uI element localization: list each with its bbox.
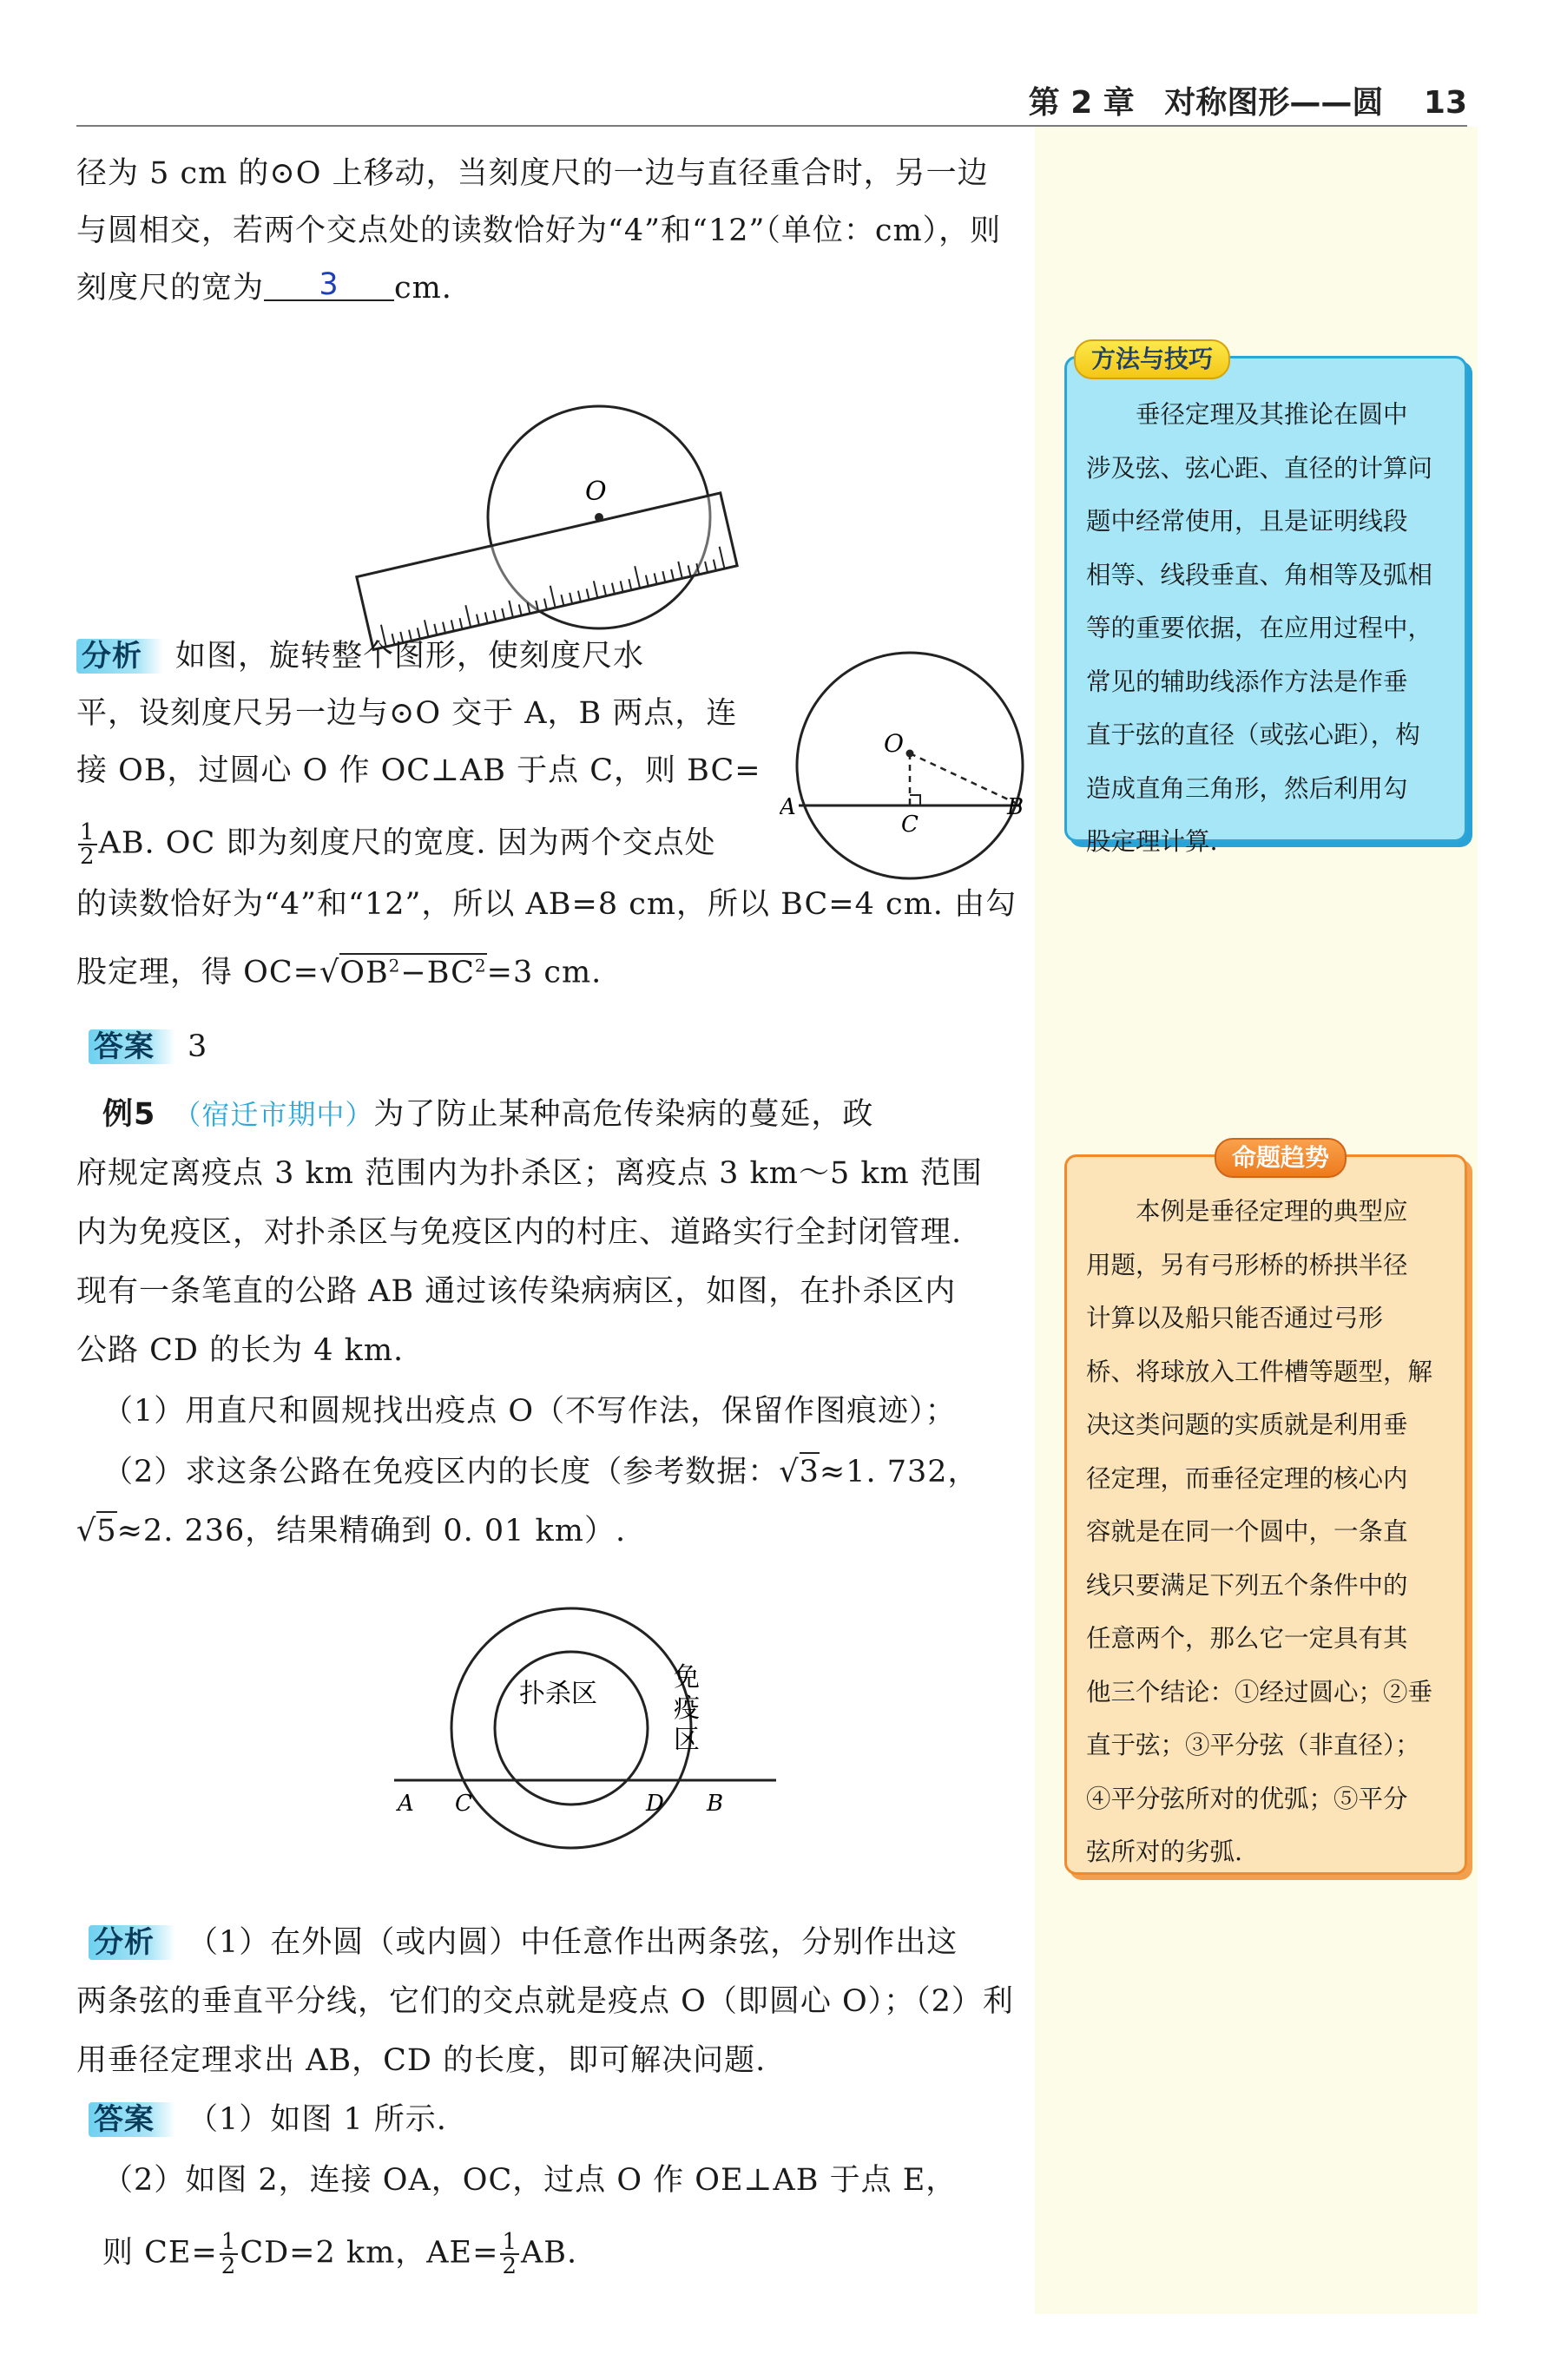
box-line: 直于弦；③平分弦（非直径）； xyxy=(1086,1731,1420,1759)
analysis2-line-1: 分析 （1）在外圆（或内圆）中任意作出两条弦，分别作出这 xyxy=(76,1925,958,1960)
svg-text:B: B xyxy=(707,1791,724,1817)
box-line: 线只要满足下列五个条件中的 xyxy=(1086,1570,1408,1600)
trend-box-body xyxy=(1086,1185,1451,1879)
method-box xyxy=(1064,345,1467,856)
example5-line-1: 例5 （宿迁市期中）为了防止某种高危传染病的蔓延，政 xyxy=(102,1097,874,1132)
trend-box-title: 命题趋势 xyxy=(1215,1138,1347,1178)
page-number: 13 xyxy=(1423,85,1467,121)
method-box-body xyxy=(1086,388,1451,869)
figure-concentric-circles xyxy=(380,1602,797,1889)
example5-question-1: （1）用直尺和圆规找出疫点 O（不写作法，保留作图痕迹）； xyxy=(102,1394,957,1429)
problem-line-1: 径为 5 cm 的⊙O 上移动，当刻度尺的一边与直径重合时，另一边 xyxy=(76,156,989,191)
example-source: （宿迁市期中） xyxy=(187,1098,374,1131)
box-line: 弦所对的劣弧. xyxy=(1086,1838,1243,1866)
box-line: 相等、线段垂直、角相等及弧相 xyxy=(1086,560,1433,589)
analysis1-line-1: 分析 如图，旋转整个图形，使刻度尺水 xyxy=(76,639,644,674)
box-line: 桥、将球放入工件槽等题型，解 xyxy=(1086,1357,1433,1386)
box-line: 决这类问题的实质就是利用垂 xyxy=(1086,1410,1408,1439)
fig2-right-angle xyxy=(910,795,920,805)
fig1-ruler xyxy=(357,493,737,650)
answer2-line-2: （2）如图 2，连接 OA，OC，过点 O 作 OE⊥AB 于点 E， xyxy=(102,2163,958,2198)
page-header xyxy=(76,73,1467,127)
analysis1-line-6: 股定理，得 $OC=√OB^2-BC^2=3$ cm. xyxy=(76,948,602,990)
problem-line-2: 与圆相交，若两个交点处的读数恰好为“4”和“12”（单位：cm），则 xyxy=(76,214,1002,248)
svg-text:A: A xyxy=(398,1791,414,1817)
svg-text:区: 区 xyxy=(674,1725,700,1755)
box-line: 垂径定理及其推论在圆中 xyxy=(1086,400,1408,429)
box-line: 容就是在同一个圆中，一条直 xyxy=(1086,1517,1408,1546)
example5-question-2b: √5≈2. 236，结果精确到 0. 01 km）. xyxy=(76,1514,626,1548)
box-line: 股定理计算. xyxy=(1086,827,1218,856)
fig2-ob-dashed xyxy=(910,753,1021,805)
box-line: 他三个结论：①经过圆心；②垂 xyxy=(1086,1677,1433,1706)
svg-text:C: C xyxy=(901,812,919,838)
example5-line-4: 现有一条笔直的公路 AB 通过该传染病病区，如图，在扑杀区内 xyxy=(76,1274,957,1309)
fig1-center-dot xyxy=(595,513,603,522)
header-text xyxy=(1029,78,1467,122)
svg-text:免: 免 xyxy=(674,1662,700,1693)
box-line: 常见的辅助线添作方法是作垂 xyxy=(1086,667,1408,696)
box-line: 等的重要依据，在应用过程中， xyxy=(1086,614,1433,642)
answer2-line-1: 答案 （1）如图 1 所示. xyxy=(76,2102,447,2137)
answer1-line: 答案 3 xyxy=(76,1029,207,1064)
analysis1-line-2: 平，设刻度尺另一边与⊙O 交于 A，B 两点，连 xyxy=(76,696,738,731)
chapter-title: 对称图形——圆 xyxy=(1164,85,1384,121)
example5-line-3: 内为免疫区，对扑杀区与免疫区内的村庄、道路实行全封闭管理. xyxy=(76,1215,963,1250)
answer-blank: 3 xyxy=(264,270,394,301)
analysis1-line-3: 接 OB，过圆心 O 作 OC⊥AB 于点 C，则 BC= xyxy=(76,753,761,788)
box-line: 题中经常使用，且是证明线段 xyxy=(1086,507,1408,536)
answer-tag-2: 答案 xyxy=(89,2102,175,2137)
box-line: 直于弦的直径（或弦心距），构 xyxy=(1086,720,1420,749)
svg-text:B: B xyxy=(1007,794,1024,820)
problem-line-3: 刻度尺的宽为 3 cm. xyxy=(76,267,452,306)
svg-text:A: A xyxy=(780,794,796,820)
svg-text:疫: 疫 xyxy=(674,1693,700,1724)
fig1-label-o: O xyxy=(585,477,607,507)
box-line: 用题，另有弓形桥的桥拱半径 xyxy=(1086,1250,1408,1279)
answer-tag: 答案 xyxy=(89,1029,175,1064)
box-line: ④平分弦所对的优弧；⑤平分 xyxy=(1086,1784,1408,1813)
example5-line-5: 公路 CD 的长为 4 km. xyxy=(76,1333,405,1368)
chapter-number: 第 2 章 xyxy=(1028,85,1135,121)
box-line: 径定理，而垂径定理的核心内 xyxy=(1086,1463,1408,1493)
method-box-title: 方法与技巧 xyxy=(1074,339,1230,379)
analysis-tag-2: 分析 xyxy=(89,1925,175,1960)
example5-question-2: （2）求这条公路在免疫区内的长度（参考数据：√3≈1. 732， xyxy=(102,1455,979,1489)
box-line: 任意两个，那么它一定具有其 xyxy=(1086,1624,1408,1653)
analysis-tag: 分析 xyxy=(76,639,163,674)
box-line: 涉及弦、弦心距、直径的计算问 xyxy=(1086,453,1433,483)
analysis2-line-3: 用垂径定理求出 AB，CD 的长度，即可解决问题. xyxy=(76,2043,767,2078)
box-line: 造成直角三角形，然后利用勾 xyxy=(1086,773,1408,803)
box-line: 计算以及船只能否通过弓形 xyxy=(1086,1304,1384,1332)
example5-line-2: 府规定离疫点 3 km 范围内为扑杀区；离疫点 3 km～5 km 范围 xyxy=(76,1156,983,1191)
example-label: 例5 xyxy=(102,1097,156,1132)
svg-text:扑杀区: 扑杀区 xyxy=(519,1679,597,1709)
analysis2-line-2: 两条弦的垂直平分线，它们的交点就是疫点 O（即圆心 O）；（2）利 xyxy=(76,1984,1014,2019)
svg-text:O: O xyxy=(884,729,904,758)
analysis1-line-4: $\frac{1}{2}$ AB. OC 即为刻度尺的宽度. 因为两个交点处 xyxy=(80,819,716,870)
svg-text:C: C xyxy=(455,1791,472,1817)
analysis1-line-5: 的读数恰好为“4”和“12”，所以 AB=8 cm，所以 BC=4 cm. 由勾 xyxy=(76,887,1017,922)
fraction-half: $\frac{1}{2}$ xyxy=(80,819,95,870)
fig3-inner-circle xyxy=(495,1652,648,1805)
answer2-line-3: 则 CE= $\frac{1}{2}$ CD=2 km，AE= $\frac{1}{2}$ AB. xyxy=(102,2229,578,2279)
box-line: 本例是垂径定理的典型应 xyxy=(1086,1197,1408,1226)
trend-box xyxy=(1064,1143,1467,1875)
svg-text:D: D xyxy=(646,1791,664,1817)
figure-circle-chord xyxy=(780,644,1031,904)
